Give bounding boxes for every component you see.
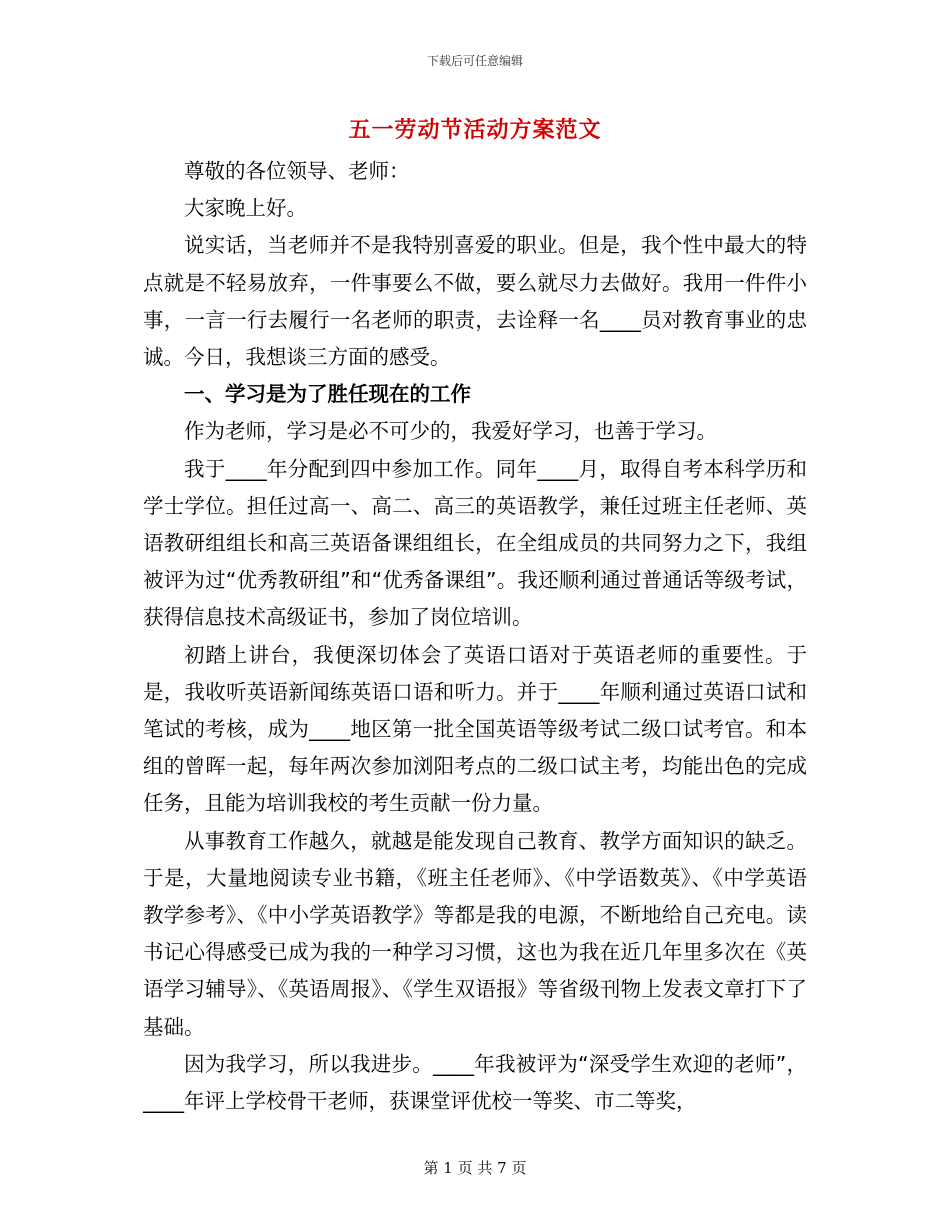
document-title: 五一劳动节活动方案范文 [348,118,602,143]
paragraph: 说实话，当老师并不是我特别喜爱的职业。但是，我个性中最大的特点就是不轻易放弃，一件事要么不做，要么就尽力去做好。我用一件件小事，一言一行去履行一名老师的职责，去诠释一名____员对教育事业的忠诚。今日，我想谈三方面的感受。 [143,233,807,370]
document-body [143,153,807,1120]
paragraph: 作为老师，学习是必不可少的，我爱好学习，也善于学习。 [184,419,717,444]
section-heading: 一、学习是为了胜任现在的工作 [184,382,471,407]
page-indicator: 第 1 页 共 7 页 [423,1159,527,1177]
greeting: 大家晚上好。 [184,196,307,221]
paragraph: 因为我学习，所以我进步。____年我被评为“深受学生欢迎的老师”，____年评上学校骨干老师，获课堂评优校一等奖、市二等奖， [143,1051,807,1114]
paragraph: 从事教育工作越久，就越是能发现自己教育、教学方面知识的缺乏。于是，大量地阅读专业书籍，《班主任老师》、《中学语数英》、《中学英语教学参考》、《中小学英语教学》等都是我的电源，不断地给自己充电。读书记心得感受已成为我的一种学习习惯，这也为我在近几年里多次在《英语学习辅导》、《英语周报》、《学生双语报》等省级刊物上发表文章打下了基础。 [143,828,807,1039]
paragraph: 我于____年分配到四中参加工作。同年____月，取得自考本科学历和学士学位。担任过高一、高二、高三的英语教学，兼任过班主任老师、英语教研组组长和高三英语备课组组长，在全组成员的共同努力之下，我组被评为过“优秀教研组”和“优秀备课组”。我还顺利通过普通话等级考试，获得信息技术高级证书，参加了岗位培训。 [143,456,807,630]
salutation: 尊敬的各位领导、老师： [184,159,410,183]
page-header-note: 下载后可任意编辑 [426,54,523,68]
paragraph: 初踏上讲台，我便深切体会了英语口语对于英语老师的重要性。于是，我收听英语新闻练英语口语和听力。并于____年顺利通过英语口试和笔试的考核，成为____地区第一批全国英语等级考试二级口试考官。和本组的曾晖一起，每年两次参加浏阳考点的二级口试主考，均能出色的完成任务，且能为培训我校的考生贡献一份力量。 [143,642,807,816]
